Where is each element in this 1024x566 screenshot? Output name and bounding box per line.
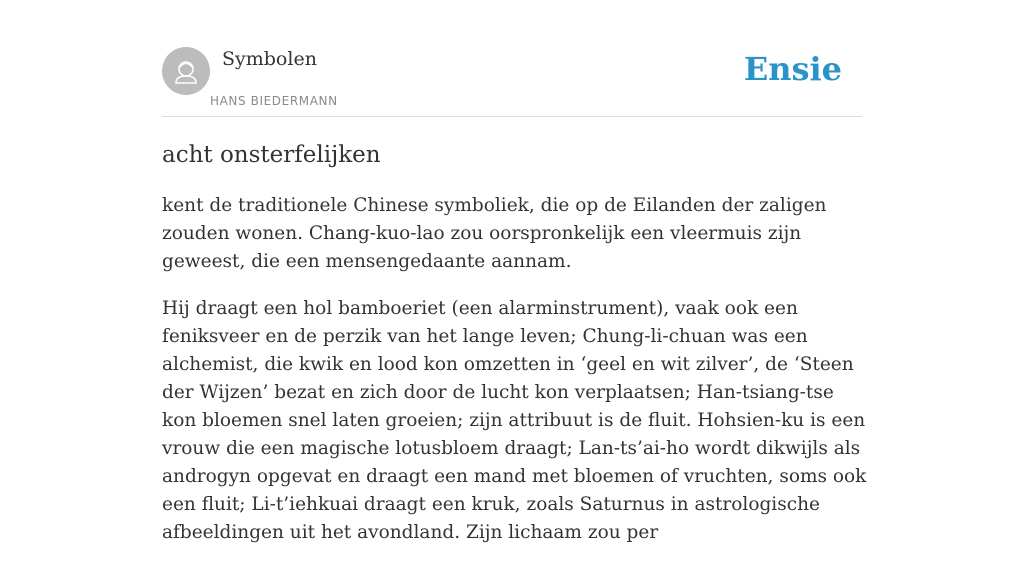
entry-paragraph: kent de traditionele Chinese symboliek, die op de Eilanden der zaligen zouden wonen. Chang-kuo-lao zou oorspronkelijk een vleermuis zijn geweest, die een mensengedaante aannam. — [162, 195, 827, 272]
entry-body — [162, 192, 867, 566]
brand-logo[interactable]: Ensie — [743, 50, 842, 88]
entry-paragraph: Hij draagt een hol bamboeriet (een alarminstrument), vaak ook een feniksveer en de perzik van het lange leven; Chung-li-chuan was een alchemist, die kwik en lood kon omzetten in ‘geel en wit zilver’, de ‘Steen der Wijzen’ bezat en zich door de lucht kon verplaatsen; Han-tsiang-tse kon bloemen snel laten groeien; zijn attribuut is de fluit. Hohsien-ku is een vrouw die een magische lotusbloem draagt; Lan-ts’ai-ho wordt dikwijls als androgyn opgevat en draagt een mand met bloemen of vruchten, soms ook een fluit; Li-t’iehkuai draagt een kruk, zoals Saturnus in astrologische afbeeldingen uit het avondland. Zijn lichaam zou per — [162, 298, 867, 543]
source-header — [162, 47, 862, 117]
source-title[interactable]: Symbolen — [222, 48, 317, 70]
author-name[interactable]: HANS BIEDERMANN — [210, 94, 338, 108]
entry-title: acht onsterfelijken — [162, 142, 381, 168]
user-avatar-icon — [162, 47, 210, 95]
